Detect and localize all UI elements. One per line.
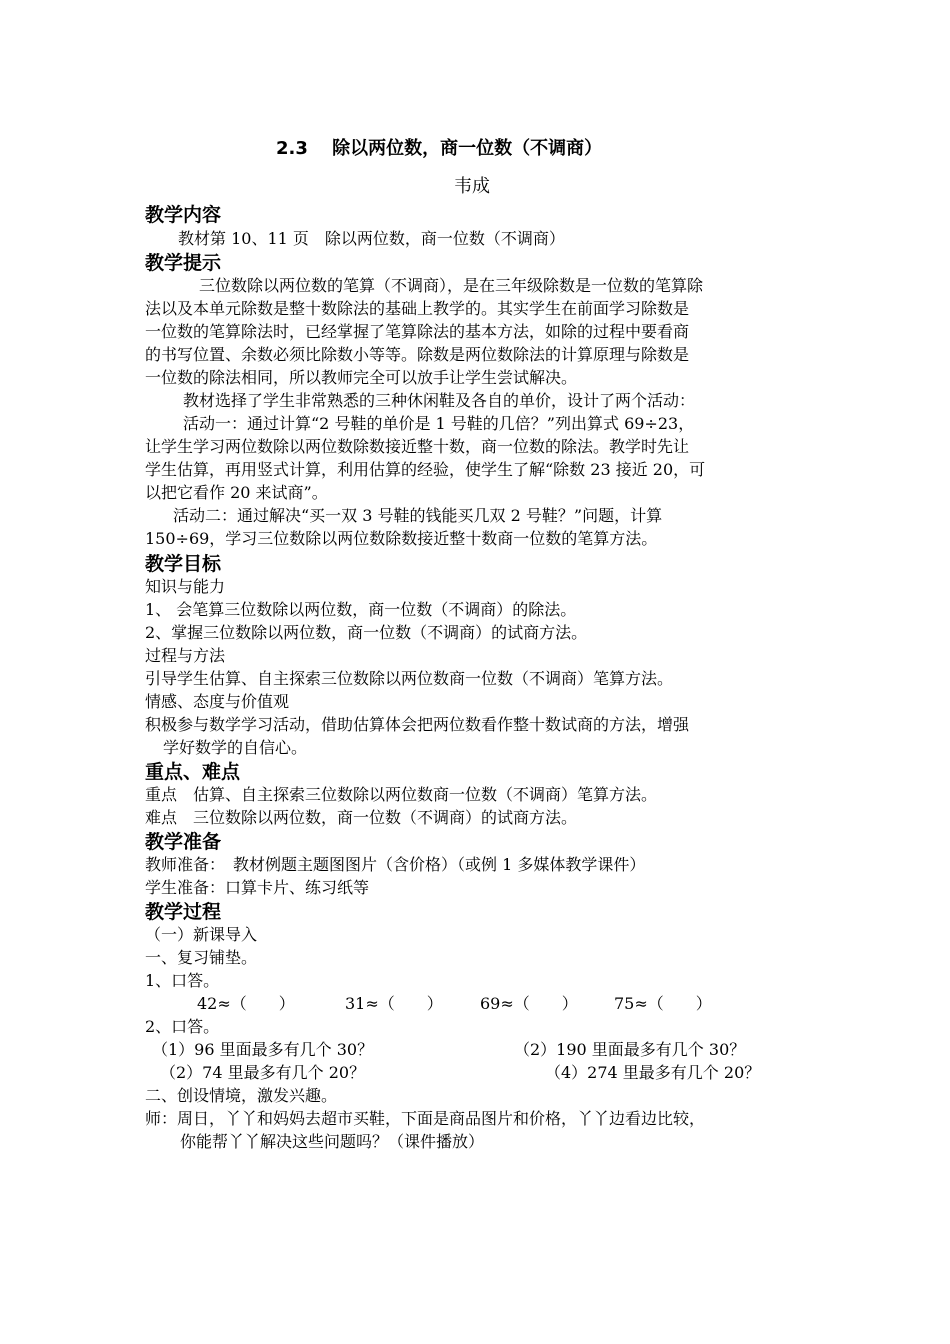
approx-item: 75≈（ ） xyxy=(614,994,712,1013)
hint-paragraph-line: 一位数的笔算除法时，已经掌握了笔算除法的基本方法，如除的过程中要看商 xyxy=(145,322,690,341)
hint-paragraph-line: 150÷69，学习三位数除以两位数除数接近整十数商一位数的笔算方法。 xyxy=(145,529,658,548)
hint-paragraph-line: 活动一：通过计算“2 号鞋的单价是 1 号鞋的几倍？”列出算式 69÷23， xyxy=(183,414,695,433)
hint-paragraph-line: 法以及本单元除数是整十数除法的基础上教学的。其实学生在前面学习除数是 xyxy=(145,299,690,318)
keypoint-key: 重点 估算、自主探索三位数除以两位数商一位数（不调商）笔算方法。 xyxy=(145,785,658,804)
approx-item: 31≈（ ） xyxy=(345,994,443,1013)
hint-paragraph-line: 一位数的除法相同，所以教师完全可以放手让学生尝试解决。 xyxy=(145,368,578,387)
process-step: 一、复习铺垫。 xyxy=(145,948,258,967)
keypoint-difficult: 难点 三位数除以两位数，商一位数（不调商）的试商方法。 xyxy=(145,808,578,827)
hint-paragraph-line: 三位数除以两位数的笔算（不调商），是在三年级除数是一位数的笔算除 xyxy=(199,276,704,295)
goals-item: 积极参与数学学习活动，借助估算体会把两位数看作整十数试商的方法，增强 xyxy=(145,715,690,734)
oral-question: （2）190 里面最多有几个 30？ xyxy=(514,1040,746,1059)
section-heading-goals: 教学目标 xyxy=(145,553,222,575)
hint-paragraph-line: 教材选择了学生非常熟悉的三种休闲鞋及各自的单价，设计了两个活动： xyxy=(183,391,696,410)
hint-paragraph-line: 以把它看作 20 来试商”。 xyxy=(145,483,328,502)
process-step: 二、创设情境，激发兴趣。 xyxy=(145,1086,338,1105)
doc-author: 韦成 xyxy=(454,176,490,197)
teacher-line: 师：周日，丫丫和妈妈去超市买鞋，下面是商品图片和价格，丫丫边看边比较， xyxy=(145,1109,706,1128)
hint-paragraph-line: 学生估算，再用竖式计算，利用估算的经验，使学生了解“除数 23 接近 20，可 xyxy=(145,460,706,479)
approx-item: 69≈（ ） xyxy=(480,994,578,1013)
process-question: 1、口答。 xyxy=(145,971,220,990)
goals-subheading: 情感、态度与价值观 xyxy=(145,692,290,711)
hint-paragraph-line: 让学生学习两位数除以两位数除数接近整十数，商一位数的除法。教学时先让 xyxy=(145,437,690,456)
goals-item: 2、掌握三位数除以两位数，商一位数（不调商）的试商方法。 xyxy=(145,623,588,642)
content-text: 教材第 10、11 页 除以两位数，商一位数（不调商） xyxy=(178,229,565,248)
oral-question: （1）96 里面最多有几个 30？ xyxy=(152,1040,374,1059)
goals-item: 引导学生估算、自主探索三位数除以两位数商一位数（不调商）笔算方法。 xyxy=(145,669,674,688)
oral-question: （4）274 里最多有几个 20？ xyxy=(545,1063,761,1082)
section-heading-prep: 教学准备 xyxy=(145,831,222,853)
hint-paragraph-line: 的书写位置、余数必须比除数小等等。除数是两位数除法的计算原理与除数是 xyxy=(145,345,690,364)
goals-subheading: 过程与方法 xyxy=(145,646,226,665)
section-heading-keypoints: 重点、难点 xyxy=(145,761,241,783)
section-heading-hint: 教学提示 xyxy=(145,252,222,274)
approx-item: 42≈（ ） xyxy=(197,994,295,1013)
hint-paragraph-line: 活动二：通过解决“买一双 3 号鞋的钱能买几双 2 号鞋？”问题，计算 xyxy=(173,506,663,525)
process-part: （一）新课导入 xyxy=(145,925,258,944)
section-heading-process: 教学过程 xyxy=(145,901,222,923)
doc-title: 2.3 除以两位数，商一位数（不调商） xyxy=(276,138,603,159)
section-heading-content: 教学内容 xyxy=(145,204,222,226)
goals-item: 1、 会笔算三位数除以两位数，商一位数（不调商）的除法。 xyxy=(145,600,577,619)
oral-question: （2）74 里最多有几个 20？ xyxy=(160,1063,366,1082)
teacher-line: 你能帮丫丫解决这些问题吗？（课件播放） xyxy=(180,1132,485,1151)
prep-teacher: 教师准备： 教材例题主题图图片（含价格）（或例 1 多媒体教学课件） xyxy=(145,855,646,874)
prep-student: 学生准备：口算卡片、练习纸等 xyxy=(145,878,370,897)
process-question: 2、口答。 xyxy=(145,1017,220,1036)
goals-subheading: 知识与能力 xyxy=(145,577,226,596)
goals-item: 学好数学的自信心。 xyxy=(163,738,308,757)
